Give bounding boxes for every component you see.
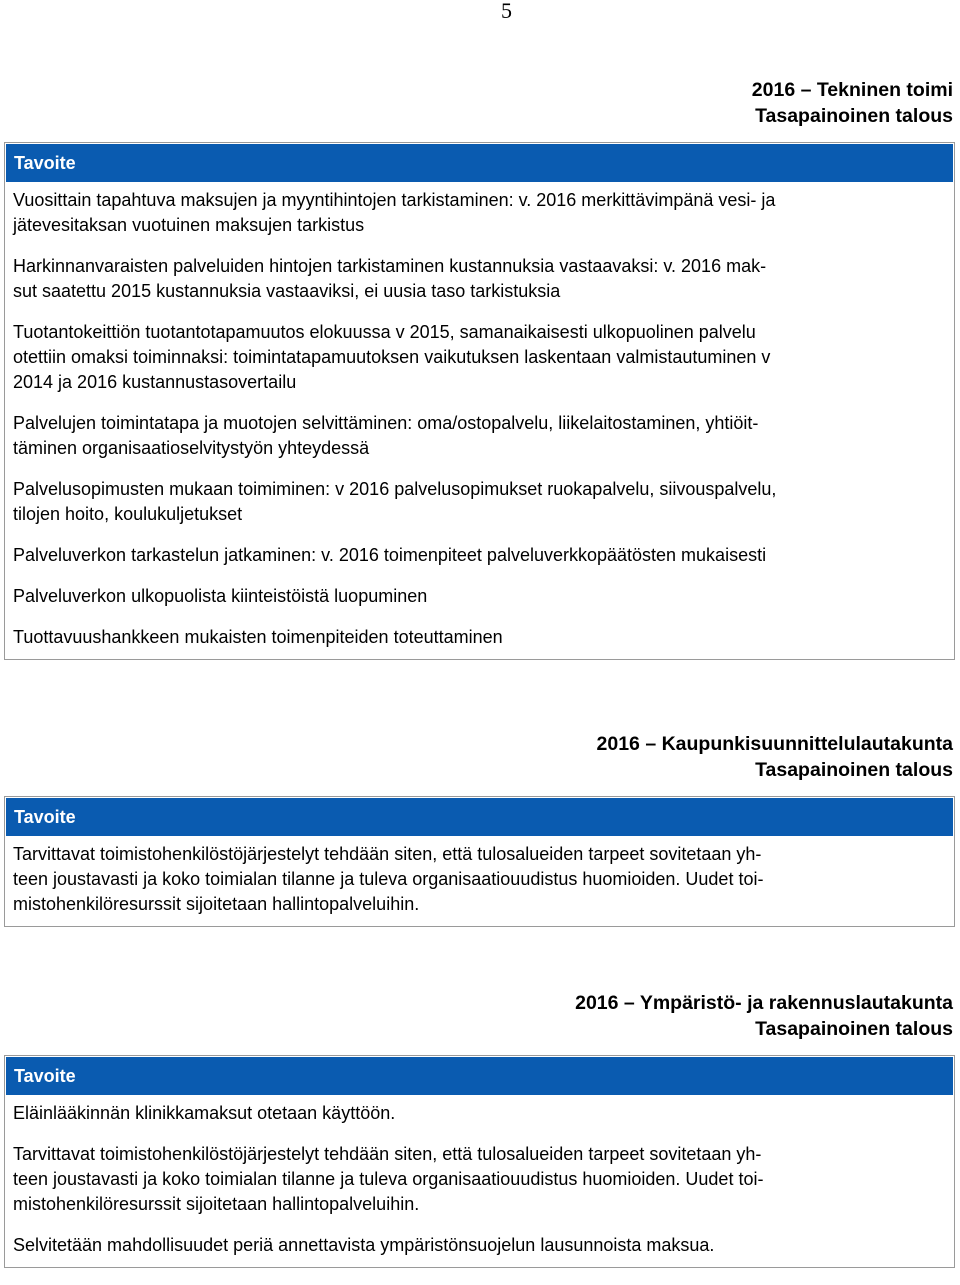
goal-box-title: Tavoite: [6, 1057, 953, 1095]
heading-title: 2016 – Tekninen toimi: [751, 79, 953, 101]
item-line: jätevesitaksan vuotuinen maksujen tarkistus: [13, 215, 365, 235]
item-line: Tarvittavat toimistohenkilöstöjärjestelyt tehdään siten, että tulosalueiden tarpeet sovitetaan yh-: [13, 844, 762, 864]
item-line: teen joustavasti ja koko toimialan tilanne ja tuleva organisaatiouudistus huomioiden. Uudet toi-: [13, 869, 764, 889]
item-line: Palvelujen toimintatapa ja muotojen selvittäminen: oma/ostopalvelu, liikelaitostaminen, yhtiöit-: [13, 413, 759, 433]
section-tekninen-toimi: [4, 77, 955, 660]
item-line: Harkinnanvaraisten palveluiden hintojen tarkistaminen kustannuksia vastaavaksi: v. 2016 mak-: [13, 256, 767, 276]
item-line: Palveluverkon ulkopuolista kiinteistöistä luopuminen: [13, 586, 428, 606]
item-line: teen joustavasti ja koko toimialan tilanne ja tuleva organisaatiouudistus huomioiden. Uudet toi-: [13, 1169, 764, 1189]
item-line: Palvelusopimusten mukaan toimiminen: v 2016 palvelusopimukset ruokapalvelu, siivouspalvelu,: [13, 479, 777, 499]
item-line: sut saatettu 2015 kustannuksia vastaaviksi, ei uusia taso tarkistuksia: [13, 281, 561, 301]
item-line: mistohenkilöresurssit sijoitetaan hallintopalveluihin.: [13, 894, 420, 914]
section-heading: [4, 731, 955, 783]
heading-subtitle: Tasapainoinen talous: [755, 759, 953, 781]
goal-item: [13, 1233, 946, 1258]
goal-items: [5, 1096, 954, 1267]
heading-title: 2016 – Kaupunkisuunnittelulautakunta: [596, 733, 953, 755]
goal-item: [13, 188, 946, 238]
section-heading: [4, 990, 955, 1042]
item-line: Tuotantokeittiön tuotantotapamuutos elokuussa v 2015, samanaikaisesti ulkopuolinen palvelu: [13, 322, 756, 342]
item-line: Eläinlääkinnän klinikkamaksut otetaan käyttöön.: [13, 1103, 396, 1123]
heading-title: 2016 – Ympäristö- ja rakennuslautakunta: [575, 992, 953, 1014]
goal-items: [5, 837, 954, 926]
item-line: 2014 ja 2016 kustannustasovertailu: [13, 372, 297, 392]
goal-item: [13, 1142, 946, 1217]
goal-box: [4, 142, 955, 660]
goal-item: [13, 842, 946, 917]
goal-item: [13, 254, 946, 304]
goal-item: [13, 320, 946, 395]
goal-item: [13, 543, 946, 568]
goal-item: [13, 411, 946, 461]
item-line: Vuosittain tapahtuva maksujen ja myyntihintojen tarkistaminen: v. 2016 merkittävimpänä vesi- ja: [13, 190, 776, 210]
item-line: tilojen hoito, koulukuljetukset: [13, 504, 243, 524]
section-ymparisto-rakennuslautakunta: [4, 990, 955, 1268]
goal-items: [5, 183, 954, 659]
item-line: Tuottavuushankkeen mukaisten toimenpiteiden toteuttaminen: [13, 627, 503, 647]
item-line: Palveluverkon tarkastelun jatkaminen: v. 2016 toimenpiteet palveluverkkopäätösten mukaisesti: [13, 545, 767, 565]
item-line: Selvitetään mahdollisuudet periä annettavista ympäristönsuojelun lausunnoista maksua.: [13, 1235, 715, 1255]
section-heading: [4, 77, 955, 129]
item-line: otettiin omaksi toiminnaksi: toimintatapamuutoksen vaikutuksen laskentaan valmistautuminen v: [13, 347, 771, 367]
heading-subtitle: Tasapainoinen talous: [755, 105, 953, 127]
goal-item: [13, 625, 946, 650]
goal-item: [13, 477, 946, 527]
page-number: 5: [501, 0, 512, 23]
goal-box: [4, 796, 955, 927]
goal-box-title: Tavoite: [6, 798, 953, 836]
section-kaupunkisuunnittelulautakunta: [4, 731, 955, 927]
heading-subtitle: Tasapainoinen talous: [755, 1018, 953, 1040]
item-line: täminen organisaatioselvitystyön yhteydessä: [13, 438, 370, 458]
goal-box: [4, 1055, 955, 1268]
goal-item: [13, 1101, 946, 1126]
goal-box-title: Tavoite: [6, 144, 953, 182]
item-line: mistohenkilöresurssit sijoitetaan hallintopalveluihin.: [13, 1194, 420, 1214]
item-line: Tarvittavat toimistohenkilöstöjärjestelyt tehdään siten, että tulosalueiden tarpeet sovitetaan yh-: [13, 1144, 762, 1164]
goal-item: [13, 584, 946, 609]
